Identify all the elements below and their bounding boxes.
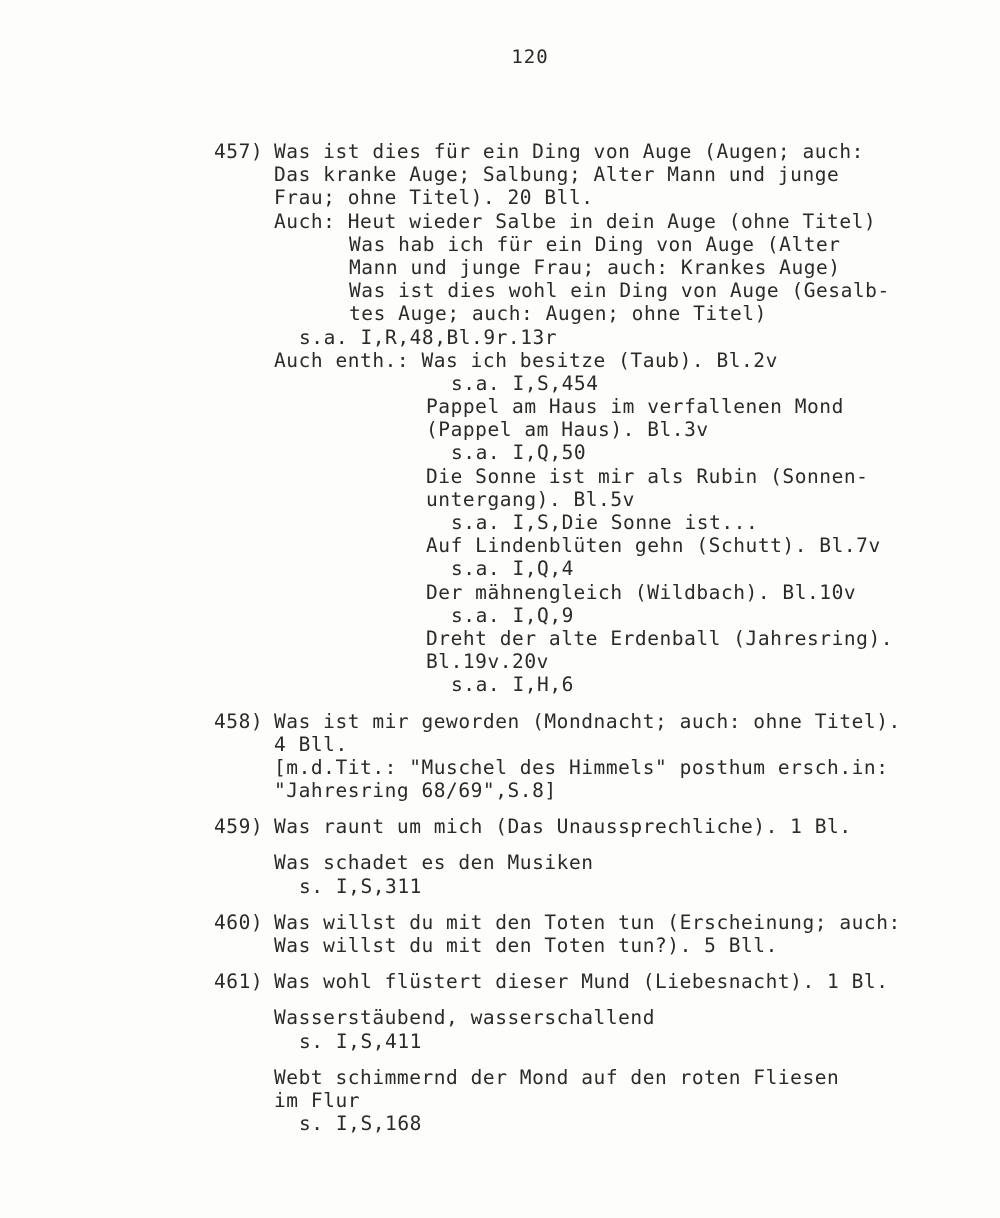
entry-text: untergang). Bl.5v <box>426 487 635 511</box>
entry-459 <box>214 815 954 838</box>
entry-text: s. I,S,411 <box>299 1029 422 1053</box>
entry-number: 460) <box>214 910 264 934</box>
entry-text: Bl.19v.20v <box>426 650 549 674</box>
entry-text: Das kranke Auge; Salbung; Alter Mann und junge <box>274 163 840 187</box>
page-number: 120 <box>511 46 549 68</box>
entry-text: Was wohl flüstert dieser Mund (Liebesnacht). 1 Bl. <box>274 970 889 994</box>
entry-number: 459) <box>214 815 264 839</box>
entry-text: s.a. I,S,Die Sonne ist... <box>451 511 759 534</box>
entry-457 <box>214 140 954 697</box>
entry-text: tes Auge; auch: Augen; ohne Titel) <box>349 302 767 326</box>
entry-text: Auf Lindenblüten gehn (Schutt). Bl.7v <box>426 534 881 558</box>
entry-text: Was ist mir geworden (Mondnacht; auch: ohne Titel). <box>274 709 901 733</box>
entry-number: 461) <box>214 970 264 994</box>
entry-text: Was ist dies wohl ein Ding von Auge (Gesalb- <box>349 279 890 303</box>
entry-461 <box>214 970 954 993</box>
entry-text: Webt schimmernd der Mond auf den roten Fliesen <box>274 1065 840 1089</box>
entry-text: Der mähnengleich (Wildbach). Bl.10v <box>426 580 857 604</box>
entry-text: Pappel am Haus im verfallenen Mond <box>426 395 844 419</box>
entry-text: s.a. I,R,48,Bl.9r.13r <box>299 325 558 349</box>
entry-text: s. I,S,311 <box>299 874 422 898</box>
entry-text: Auch enth.: Was ich besitze (Taub). Bl.2v <box>274 348 778 372</box>
entry-text: 4 Bll. <box>274 732 348 756</box>
entry-text: Wasserstäubend, wasserschallend <box>274 1006 655 1030</box>
entry-text: Was willst du mit den Toten tun (Erscheinung; auch: <box>274 910 901 934</box>
entry-text: (Pappel am Haus). Bl.3v <box>426 418 709 442</box>
entry-text: s.a. I,Q,50 <box>451 441 587 465</box>
entry-text: im Flur <box>274 1088 361 1112</box>
entry-text: "Jahresring 68/69",S.8] <box>274 779 557 803</box>
entry-460 <box>214 911 954 957</box>
entry-text: Was schadet es den Musiken <box>274 851 594 875</box>
entry-text: Was willst du mit den Toten tun?). 5 Bll. <box>274 934 778 957</box>
entry-text: Was raunt um mich (Das Unaussprechliche). 1 Bl. <box>274 815 852 839</box>
entry-text: s. I,S,168 <box>299 1112 422 1136</box>
entry-text: [m.d.Tit.: "Muschel des Himmels" posthum ersch.in: <box>274 755 889 779</box>
entry-text: Was hab ich für ein Ding von Auge (Alter <box>349 232 841 256</box>
entry-number: 457) <box>214 140 264 163</box>
entry-text: s.a. I,Q,4 <box>451 557 574 581</box>
entry-cross-reference <box>214 1006 954 1052</box>
entry-text: Auch: Heut wieder Salbe in dein Auge (ohne Titel) <box>274 209 877 233</box>
catalog-entries <box>214 140 954 1135</box>
entry-cross-reference <box>214 1066 954 1136</box>
entry-cross-reference <box>214 851 954 897</box>
entry-text: Mann und junge Frau; auch: Krankes Auge) <box>349 255 841 279</box>
entry-text: Dreht der alte Erdenball (Jahresring). <box>426 626 894 650</box>
entry-text: s.a. I,S,454 <box>451 371 599 395</box>
entry-text: Frau; ohne Titel). 20 Bll. <box>274 186 594 210</box>
entry-number: 458) <box>214 709 264 733</box>
entry-text: s.a. I,Q,9 <box>451 603 574 627</box>
entry-text: Die Sonne ist mir als Rubin (Sonnen- <box>426 464 869 488</box>
entry-text: s.a. I,H,6 <box>451 673 574 697</box>
entry-458 <box>214 710 954 803</box>
entry-text: Was ist dies für ein Ding von Auge (Augen; auch: <box>274 140 864 163</box>
